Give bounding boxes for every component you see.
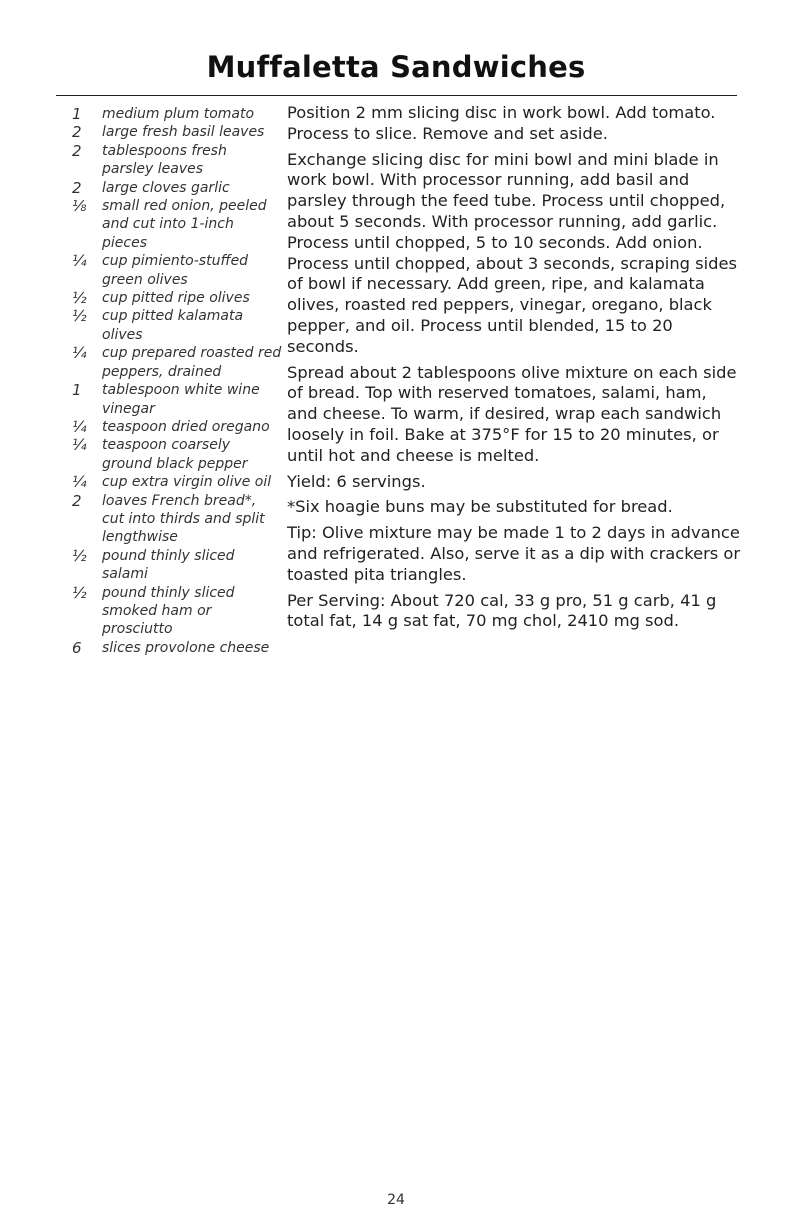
ingredient-item <box>72 289 282 307</box>
ingredient-quantity: 6 <box>72 638 82 657</box>
ingredient-quantity: 2 <box>72 123 82 142</box>
ingredient-quantity: ½ <box>72 583 87 602</box>
ingredient-description: cup extra virgin olive oil <box>102 474 272 491</box>
method-step-3: Spread about 2 tablespoons olive mixture on each side of bread. Top with reserved tomatoes, salami, ham, and cheese. To warm, if desired, wrap each sandwich loosely in foil. Bake at 375°F for 15 to 20 minutes, or until hot and cheese is melted. <box>287 362 737 465</box>
ingredient-item <box>72 142 282 179</box>
ingredient-item <box>72 123 282 141</box>
ingredient-description: pound thinly sliced salami <box>102 547 235 583</box>
ingredient-description: pound thinly sliced smoked ham or prosciutto <box>102 584 235 638</box>
ingredient-item <box>72 492 282 547</box>
ingredient-description: teaspoon dried oregano <box>102 418 270 435</box>
ingredient-description: slices provolone cheese <box>102 639 270 656</box>
ingredient-description: cup pitted ripe olives <box>102 290 250 307</box>
page-title: Muffaletta Sandwiches <box>206 50 586 84</box>
ingredient-item <box>72 252 282 289</box>
ingredient-item <box>72 639 282 657</box>
ingredient-item <box>72 179 282 197</box>
nutrition-text: Per Serving: About 720 cal, 33 g pro, 51 g carb, 41 g total fat, 14 g sat fat, 70 mg chol, 2410 mg sod. <box>287 590 717 631</box>
ingredient-description: tablespoon white wine vinegar <box>102 382 260 417</box>
ingredient-item <box>72 418 282 436</box>
title-divider <box>56 95 737 96</box>
ingredient-quantity: 2 <box>72 178 82 197</box>
ingredient-item <box>72 105 282 123</box>
substitution-note: *Six hoagie buns may be substituted for bread. <box>287 497 673 517</box>
yield-text: Yield: 6 servings. <box>287 471 426 491</box>
ingredient-quantity: 1 <box>72 105 82 123</box>
ingredient-item <box>72 307 282 344</box>
method-step-2: Exchange slicing disc for mini bowl and mini blade in work bowl. With processor running, add basil and parsley through the feed tube. Process until chopped, about 5 seconds. With processor running, add garlic. Process until chopped, 5 to 10 seconds. Add onion. Process until chopped, about 3 seconds, scraping sides of bowl if necessary. Add green, ripe, and kalamata olives, roasted red peppers, vinegar, oregano, black pepper, and oil. Process until blended, 15 to 20 seconds. <box>287 149 737 356</box>
ingredient-description: cup prepared roasted red peppers, drained <box>102 345 282 380</box>
ingredient-quantity: ½ <box>72 546 87 565</box>
ingredient-description: cup pitted kalamata olives <box>102 308 244 343</box>
ingredient-description: medium plum tomato <box>102 106 255 122</box>
ingredient-quantity: ½ <box>72 307 87 326</box>
ingredient-quantity: 2 <box>72 491 82 510</box>
ingredient-quantity: ¼ <box>72 344 87 363</box>
ingredient-item <box>72 584 282 639</box>
ingredient-quantity: ¼ <box>72 473 87 492</box>
ingredient-item <box>72 436 282 473</box>
ingredient-quantity: ¼ <box>72 417 87 436</box>
ingredient-description: teaspoon coarsely ground black pepper <box>102 437 248 472</box>
tip-text: Tip: Olive mixture may be made 1 to 2 days in advance and refrigerated. Also, serve it as a dip with crackers or toasted pita triangles. <box>287 523 741 584</box>
ingredient-description: small red onion, peeled and cut into 1-inch pieces <box>102 198 267 251</box>
page-number: 24 <box>387 1192 405 1208</box>
ingredient-list <box>72 105 282 657</box>
ingredient-quantity: ½ <box>72 289 87 308</box>
ingredient-item <box>72 197 282 252</box>
ingredient-item <box>72 473 282 491</box>
ingredient-quantity: 1 <box>72 381 82 400</box>
ingredient-item <box>72 547 282 584</box>
ingredient-item <box>72 344 282 381</box>
ingredient-item <box>72 381 282 418</box>
ingredient-description: loaves French bread*, cut into thirds and split lengthwise <box>102 492 265 546</box>
ingredient-quantity: 2 <box>72 141 82 160</box>
ingredient-description: tablespoons fresh parsley leaves <box>102 142 227 178</box>
ingredient-description: large fresh basil leaves <box>102 124 265 141</box>
ingredient-description: large cloves garlic <box>102 179 230 196</box>
ingredient-quantity: ⅛ <box>72 197 87 216</box>
ingredient-quantity: ¼ <box>72 252 87 271</box>
ingredient-quantity: ¼ <box>72 436 87 455</box>
method-step-1: Position 2 mm slicing disc in work bowl. Add tomato. Process to slice. Remove and set aside. <box>287 103 716 143</box>
ingredient-description: cup pimiento-stuffed green olives <box>102 253 249 288</box>
method-column <box>287 103 742 637</box>
